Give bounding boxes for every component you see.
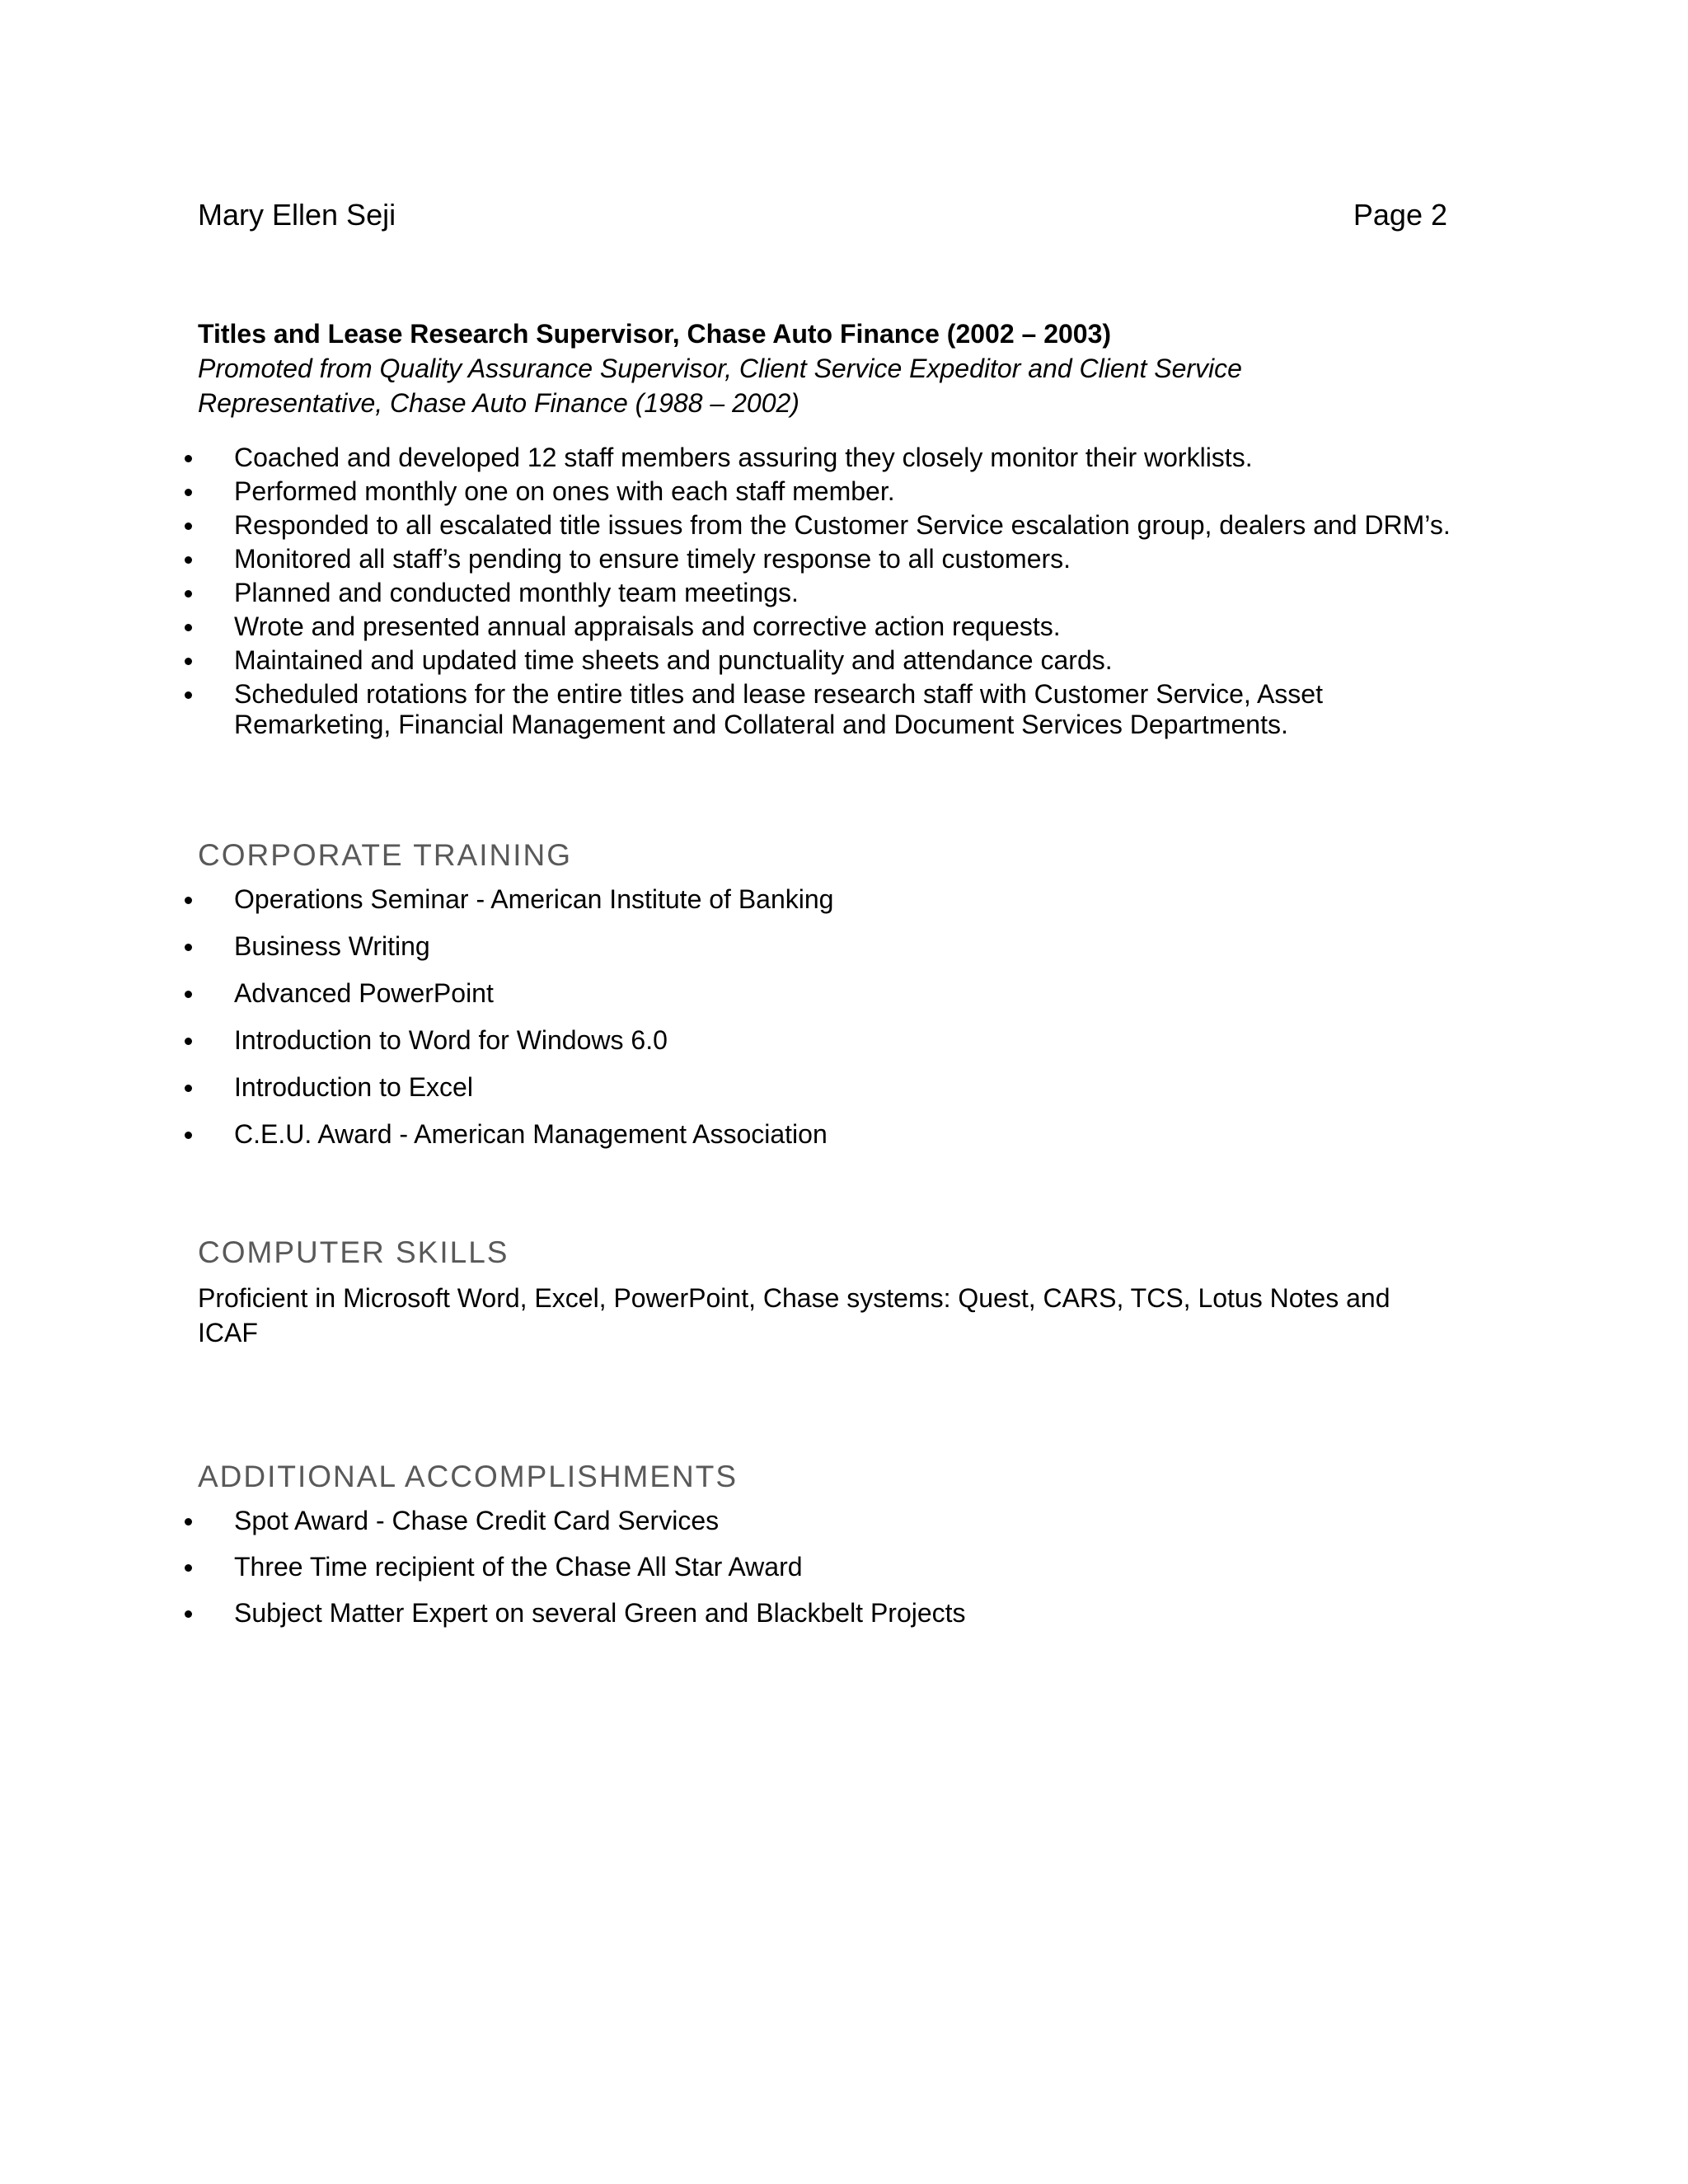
bullet-icon <box>185 1132 192 1139</box>
list-item: Monitored all staff’s pending to ensure timely response to all customers. <box>198 544 1451 574</box>
list-item: Scheduled rotations for the entire titles and lease research staff with Customer Service, Asset Remarketing, Financial Management and Collateral and Document Services Departments. <box>198 679 1451 740</box>
bullet-icon <box>185 991 192 998</box>
list-item: Maintained and updated time sheets and punctuality and attendance cards. <box>198 645 1451 676</box>
list-item: Planned and conducted monthly team meetings. <box>198 578 1451 608</box>
computer-skills-heading: COMPUTER SKILLS <box>198 1235 509 1269</box>
page-number: Page 2 <box>1353 198 1447 232</box>
bullet-icon <box>185 1518 192 1526</box>
bullet-icon <box>185 556 192 564</box>
bullet-icon <box>185 691 192 699</box>
bullet-icon <box>185 897 192 904</box>
bullet-icon <box>185 944 192 951</box>
list-item: Spot Award - Chase Credit Card Services <box>198 1506 1451 1536</box>
bullet-icon <box>185 489 192 496</box>
bullet-icon <box>185 1610 192 1618</box>
corporate-training-list <box>198 884 1451 1166</box>
bullet-icon <box>185 1564 192 1572</box>
list-item: Advanced PowerPoint <box>198 978 1451 1009</box>
list-item: Subject Matter Expert on several Green and Blackbelt Projects <box>198 1598 1451 1629</box>
bullet-icon <box>185 624 192 631</box>
page-header <box>198 194 1447 236</box>
job-promotion-note: Promoted from Quality Assurance Supervisor, Client Service Expeditor and Client Service Representative, Chase Auto Finance (1988 – 2002) <box>198 354 1242 418</box>
job-duties-list <box>198 443 1451 743</box>
list-item: Three Time recipient of the Chase All Star Award <box>198 1552 1451 1582</box>
additional-accomplishments-heading: ADDITIONAL ACCOMPLISHMENTS <box>198 1460 738 1493</box>
list-item: Business Writing <box>198 931 1451 962</box>
list-item: Operations Seminar - American Institute of Banking <box>198 884 1451 915</box>
list-item: Performed monthly one on ones with each staff member. <box>198 476 1451 507</box>
bullet-icon <box>185 1038 192 1045</box>
applicant-name: Mary Ellen Seji <box>198 198 396 232</box>
job-entry <box>198 316 1451 420</box>
bullet-icon <box>185 590 192 598</box>
accomplishments-list <box>198 1506 1451 1644</box>
bullet-icon <box>185 1085 192 1092</box>
list-item: Coached and developed 12 staff members assuring they closely monitor their worklists. <box>198 443 1451 473</box>
computer-skills-text: Proficient in Microsoft Word, Excel, PowerPoint, Chase systems: Quest, CARS, TCS, Lotus Notes and ICAF <box>198 1283 1390 1347</box>
job-title: Titles and Lease Research Supervisor, Chase Auto Finance (2002 – 2003) <box>198 319 1112 349</box>
list-item: Wrote and presented annual appraisals and corrective action requests. <box>198 612 1451 642</box>
list-item: Introduction to Word for Windows 6.0 <box>198 1025 1451 1056</box>
bullet-icon <box>185 523 192 530</box>
list-item: C.E.U. Award - American Management Association <box>198 1119 1451 1150</box>
corporate-training-heading: CORPORATE TRAINING <box>198 838 573 872</box>
list-item: Responded to all escalated title issues from the Customer Service escalation group, dealers and DRM’s. <box>198 510 1451 541</box>
bullet-icon <box>185 455 192 462</box>
list-item: Introduction to Excel <box>198 1072 1451 1103</box>
bullet-icon <box>185 658 192 665</box>
